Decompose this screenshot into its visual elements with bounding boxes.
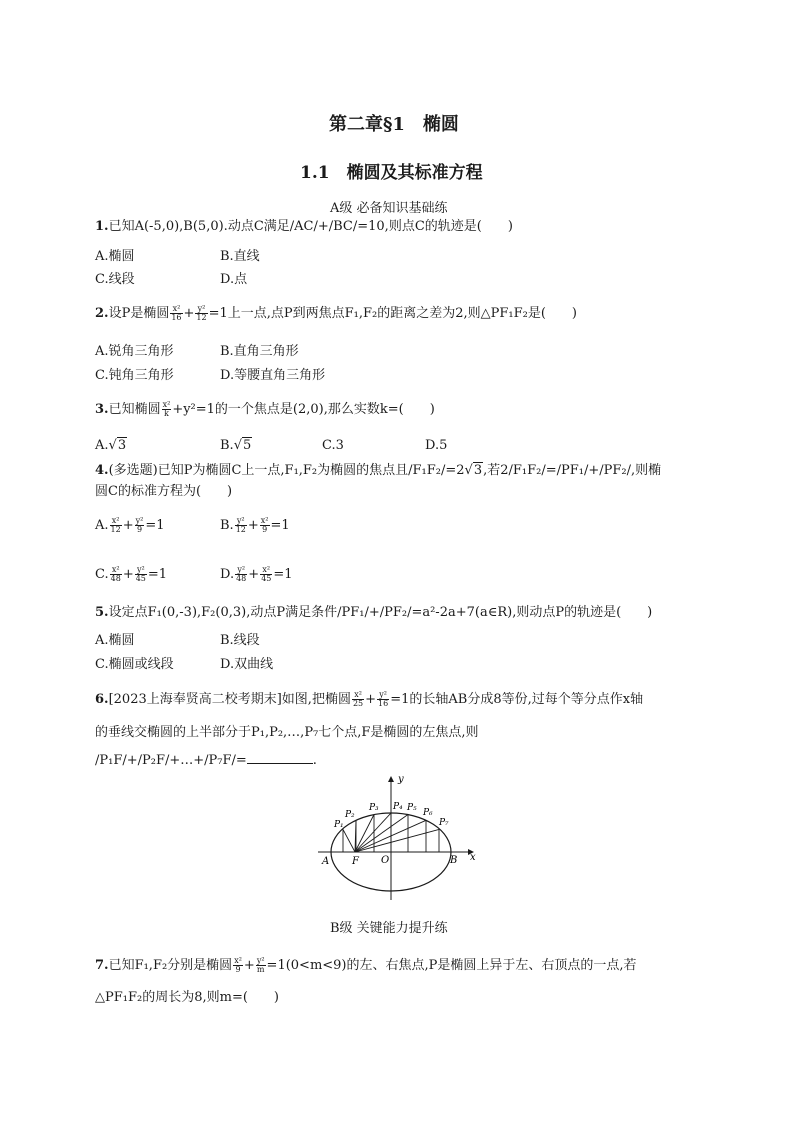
q2-fx-num: x² <box>170 305 182 314</box>
q2-option-d[interactable]: D.等腰直角三角形 <box>220 368 326 383</box>
q4-a-n2: y² <box>135 516 144 525</box>
q7-line2: △PF₁F₂的周长为8,则m=( ) <box>95 990 279 1005</box>
q4-line1-radicand: 3 <box>473 463 483 478</box>
q4-c-d1: 48 <box>110 574 121 583</box>
q4-d-frac-2 <box>260 566 272 583</box>
q1-option-a[interactable]: A.椭圆 <box>95 249 135 264</box>
q6-line3 <box>95 751 317 769</box>
q6-post: =1的长轴AB分成8等份,过每个等分点作x轴 <box>390 692 644 707</box>
q6-fy-num: y² <box>377 691 389 700</box>
q7-fx-num: x² <box>234 956 242 965</box>
q4-a-eq: =1 <box>145 518 165 533</box>
q7-post: =1(0<m<9)的左、右焦点,P是椭圆上异于左、右顶点的一点,若 <box>266 958 637 973</box>
focal-line-1 <box>343 829 355 852</box>
q3-option-a[interactable]: A.√3 <box>95 438 127 453</box>
question-2 <box>95 305 577 322</box>
q2-fx-den: 16 <box>171 313 182 322</box>
q6-frac-x <box>352 691 364 708</box>
label-P3: P₃ <box>369 803 379 813</box>
focal-line-5 <box>355 815 408 853</box>
label-P1: P₁ <box>334 820 344 830</box>
q1-option-c[interactable]: C.线段 <box>95 272 135 287</box>
label-x: x <box>470 852 476 863</box>
q5-option-a[interactable]: A.椭圆 <box>95 633 135 648</box>
label-A: A <box>322 856 330 867</box>
q4-option-c-label: C. <box>95 567 109 582</box>
q7-fy-den: m <box>256 965 265 974</box>
q6-fy-den: 16 <box>378 699 389 708</box>
q4-option-d-label: D. <box>220 567 235 582</box>
q4-a-frac-1 <box>110 517 122 534</box>
q4-line2: 圆C的标准方程为( ) <box>95 484 233 499</box>
q7-fy-num: y² <box>256 956 265 965</box>
q5-text: 设定点F₁(0,-3),F₂(0,3),动点P满足条件/PF₁/+/PF₂/=a²-2a+7(a∈R),则动点P的轨迹是( ) <box>108 605 653 620</box>
q7-pre: 已知F₁,F₂分别是椭圆 <box>108 958 233 973</box>
q6-number: 6. <box>95 692 109 707</box>
q7-frac-x <box>233 957 243 974</box>
level-a-heading: A级 必备知识基础练 <box>330 201 448 216</box>
q3-post: +y²=1的一个焦点是(2,0),那么实数k=( ) <box>172 402 435 417</box>
q4-c-n1: x² <box>110 566 122 575</box>
q4-option-b-label: B. <box>220 518 234 533</box>
q4-a-n1: x² <box>110 517 122 526</box>
q4-option-c[interactable]: C. $\frac{\text{x²}}{48}$ + $\frac{\text{y²}}{45}$ =1 <box>95 565 168 583</box>
q6-line2: 的垂线交椭圆的上半部分于P₁,P₂,…,P₇七个点,F是椭圆的左焦点,则 <box>95 725 479 740</box>
q4-b-n1: y² <box>235 517 247 526</box>
q4-a-frac-2 <box>135 517 145 534</box>
question-1 <box>95 219 513 235</box>
q6-fx-den: 25 <box>352 699 364 708</box>
q4-b-frac-1 <box>235 517 247 534</box>
focal-line-3 <box>355 815 374 853</box>
q3-fx-num: x² <box>162 400 171 409</box>
ellipse-figure <box>310 772 480 902</box>
q6-line3-text: /P₁F/+/P₂F/+…+/P₇F/= <box>95 753 247 768</box>
q4-number: 4. <box>95 463 109 478</box>
q1-option-b[interactable]: B.直线 <box>220 249 260 264</box>
q4-a-d1: 12 <box>110 525 121 534</box>
q3-pre: 已知椭圆 <box>108 402 161 417</box>
q4-c-eq: =1 <box>147 567 168 582</box>
q2-fy-num: y² <box>195 305 207 314</box>
q4-line1-pre: (多选题)已知P为椭圆C上一点,F₁,F₂为椭圆的焦点且/F₁F₂/=2 <box>108 463 465 478</box>
q4-b-eq: =1 <box>270 518 290 533</box>
q3-option-b[interactable]: B.√5 <box>220 438 252 453</box>
q4-a-d2: 9 <box>136 525 143 534</box>
q6-pre: [2023上海奉贤高二校考期末]如图,把椭圆 <box>108 692 351 707</box>
label-P6: P₆ <box>423 808 433 818</box>
q2-fy-den: 12 <box>196 313 207 322</box>
q2-frac-x <box>170 305 182 322</box>
q4-b-d1: 12 <box>235 525 246 534</box>
q4-d-frac-1 <box>235 566 247 583</box>
q4-d-n2: x² <box>260 566 272 575</box>
q3-option-b-radicand: 5 <box>242 438 252 453</box>
q5-option-c[interactable]: C.椭圆或线段 <box>95 657 174 672</box>
q5-option-d[interactable]: D.双曲线 <box>220 657 274 672</box>
q5-option-b[interactable]: B.线段 <box>220 633 260 648</box>
q2-pre: 设P是椭圆 <box>108 306 170 321</box>
q1-option-d[interactable]: D.点 <box>220 272 248 287</box>
q3-option-d[interactable]: D.5 <box>425 438 448 453</box>
q3-option-a-label: A. <box>95 438 109 453</box>
q2-number: 2. <box>95 306 109 321</box>
q6-line3-end: . <box>312 753 317 768</box>
q4-c-frac-2 <box>135 566 147 583</box>
q7-frac-y <box>256 957 266 974</box>
q4-b-n2: x² <box>260 516 269 525</box>
q7-fx-den: 9 <box>235 965 241 974</box>
level-b-heading: B级 关键能力提升练 <box>330 921 448 936</box>
q4-option-a[interactable]: A. $\frac{\text{x²}}{12}$ + $\frac{\text{y²}}{9}$ =1 <box>95 516 165 534</box>
q4-d-d1: 48 <box>236 574 247 583</box>
question-3 <box>95 401 435 418</box>
q4-d-n1: y² <box>235 566 247 575</box>
q2-option-c[interactable]: C.钝角三角形 <box>95 368 174 383</box>
q3-number: 3. <box>95 402 109 417</box>
q4-option-d[interactable]: D. $\frac{\text{y²}}{48}$ + $\frac{\text{x²}}{45}$ =1 <box>220 565 293 583</box>
q4-d-d2: 45 <box>261 574 272 583</box>
section-title: 1.1 椭圆及其标准方程 <box>300 163 483 183</box>
q4-b-frac-2 <box>260 517 270 534</box>
q7-number: 7. <box>95 958 109 973</box>
q1-text: 已知A(-5,0),B(5,0).动点C满足/AC/+/BC/=10,则点C的轨迹是( ) <box>108 219 513 234</box>
label-F: F <box>352 856 359 867</box>
q6-fx-num: x² <box>352 691 364 700</box>
q5-number: 5. <box>95 605 109 620</box>
q3-option-b-label: B. <box>220 438 234 453</box>
q2-plus: + <box>183 306 195 321</box>
label-P4: P₄ <box>393 802 403 812</box>
q4-option-a-label: A. <box>95 518 109 533</box>
question-6: 6.[2023上海奉贤高二校考期末]如图,把椭圆 $\frac{\text{x²}}{25}$ + $\frac{\text{y²}}{16}$ =1的长轴AB分成8等份,过每个等分点作x轴 <box>95 690 644 708</box>
q2-option-b[interactable]: B.直角三角形 <box>220 344 299 359</box>
q3-option-a-radicand: 3 <box>117 438 127 453</box>
q2-option-a[interactable]: A.锐角三角形 <box>95 344 174 359</box>
label-P2: P₂ <box>345 810 355 820</box>
q3-option-c[interactable]: C.3 <box>322 438 344 453</box>
vertical-lines <box>343 813 439 852</box>
q4-d-eq: =1 <box>273 567 293 582</box>
label-P5: P₅ <box>407 803 417 813</box>
question-7: 7.已知F₁,F₂分别是椭圆 $\frac{\text{x²}}{9}$ + $\frac{\text{y²}}{m}$ =1(0<m<9)的左、右焦点,P是椭圆上异于左、右顶点的一点,若 <box>95 956 637 974</box>
label-y: y <box>398 774 404 785</box>
q2-frac-y <box>195 305 207 322</box>
y-axis-arrow <box>388 776 394 782</box>
q3-frac-x <box>162 401 172 418</box>
q1-number: 1. <box>95 219 109 234</box>
label-O: O <box>381 855 390 866</box>
q4-c-frac-1 <box>110 566 122 583</box>
q4-c-n2: y² <box>135 566 147 575</box>
q3-fx-den: k <box>164 409 169 418</box>
q4-c-d2: 45 <box>135 574 146 583</box>
q4-option-b[interactable]: B. $\frac{\text{y²}}{12}$ + $\frac{\text{x²}}{9}$ =1 <box>220 516 290 534</box>
question-4: 4.(多选题)已知P为椭圆C上一点,F₁,F₂为椭圆的焦点且/F₁F₂/=2√3,若2/F₁F₂/=/PF₁/+/PF₂/,则椭 <box>95 463 662 478</box>
q4-line1-post: ,若2/F₁F₂/=/PF₁/+/PF₂/,则椭 <box>483 463 662 478</box>
label-B: B <box>450 855 458 866</box>
q6-frac-y <box>377 691 389 708</box>
question-5 <box>95 605 652 621</box>
q2-post: =1上一点,点P到两焦点F₁,F₂的距离之差为2,则△PF₁F₂是( ) <box>208 306 578 321</box>
q4-b-d2: 9 <box>262 525 268 534</box>
label-P7: P₇ <box>439 818 449 828</box>
q6-answer-blank[interactable] <box>247 751 313 764</box>
chapter-title: 第二章§1 椭圆 <box>329 114 459 135</box>
